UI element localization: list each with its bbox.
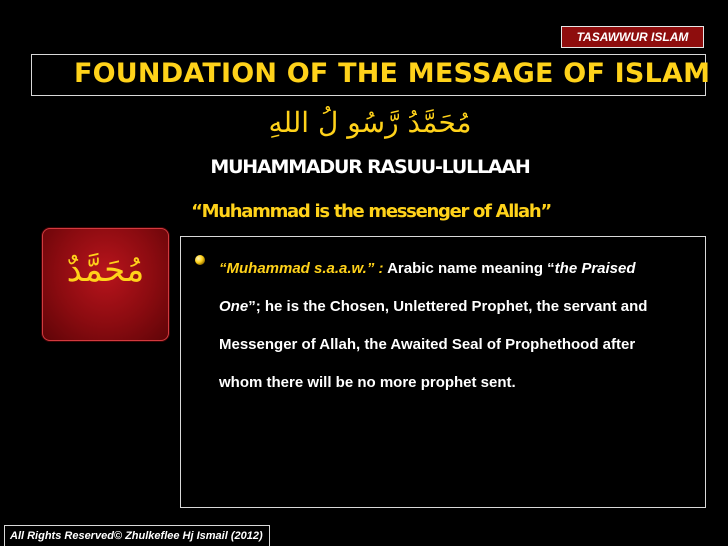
muhammad-calligraphy-tile bbox=[42, 228, 169, 341]
translation-text: “Muhammad is the messenger of Allah” bbox=[191, 201, 551, 222]
description-paragraph bbox=[219, 250, 669, 402]
transliteration-text: MUHAMMADUR RASUU-LULLAAH bbox=[210, 156, 530, 178]
bullet-icon bbox=[194, 254, 206, 266]
calligraphy-text: مُحَمَّدٌ bbox=[66, 250, 145, 290]
slide-title: FOUNDATION OF THE MESSAGE OF ISLAM bbox=[74, 58, 711, 89]
name-quote: “Muhammad s.a.a.w.” : bbox=[219, 260, 384, 277]
copyright-footer: All Rights Reserved© Zhulkeflee Hj Ismail (2012) bbox=[4, 525, 270, 546]
section-badge: TASAWWUR ISLAM bbox=[561, 26, 704, 48]
paragraph-text-1: Arabic name meaning “ bbox=[383, 260, 555, 277]
arabic-shahada-phrase: مُحَمَّدُ رَّسُو لُ اللهِ bbox=[268, 106, 472, 139]
paragraph-text-2: ”; he is the Chosen, Unlettered Prophet, the servant and Messenger of Allah, the Awaited Seal of Prophethood after whom there will be no more prophet sent. bbox=[219, 298, 648, 391]
paragraph-italic: the Praised One bbox=[219, 260, 636, 315]
